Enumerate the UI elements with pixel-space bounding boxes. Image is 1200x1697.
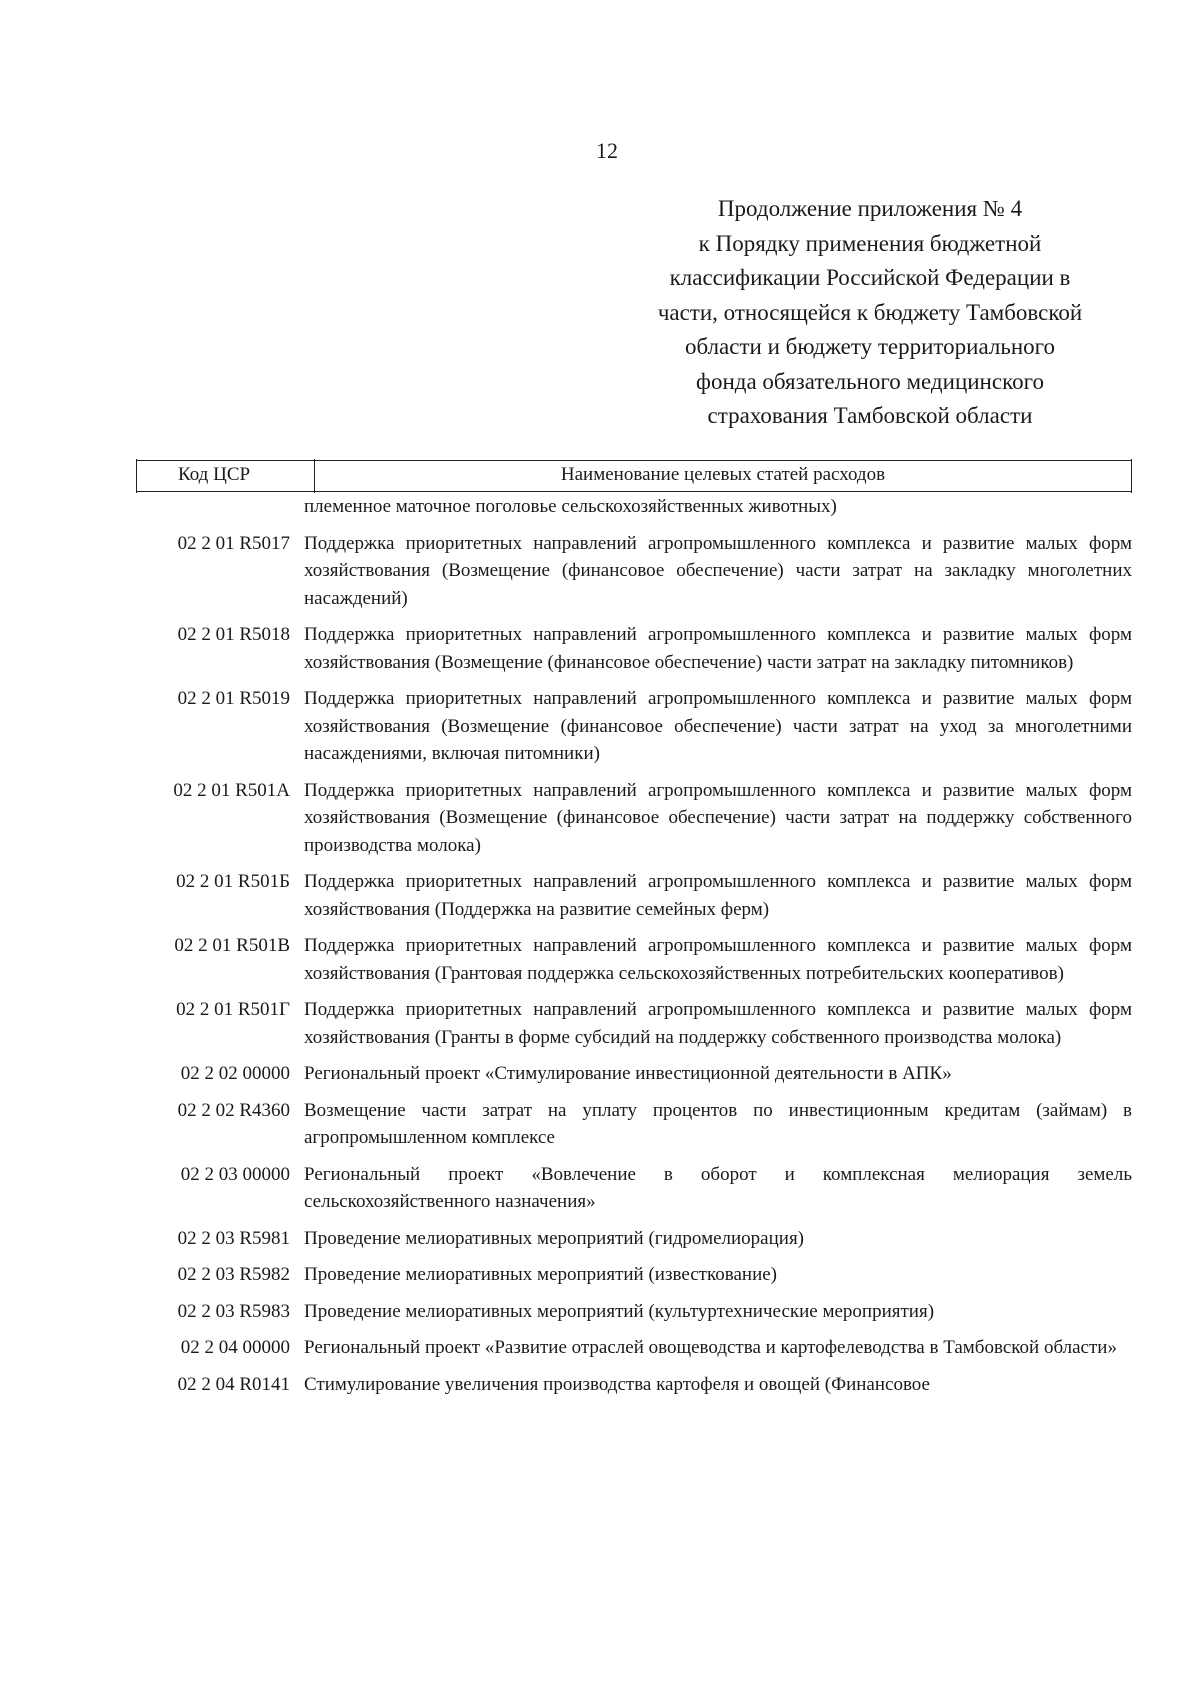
row-name: Поддержка приоритетных направлений агропромышленного комплекса и развитие малых форм хозяйствования (Возмещение (финансовое обеспечение) части затрат на закладку питомников) [304, 624, 1132, 673]
row-name: Региональный проект «Развитие отраслей овощеводства и картофелеводства в Тамбовской области» [304, 1337, 1117, 1358]
row-name: Стимулирование увеличения производства картофеля и овощей (Финансовое [304, 1373, 930, 1395]
row-name: Проведение мелиоративных мероприятий (культуртехнические мероприятия) [304, 1300, 935, 1322]
row-code: 02 2 01 R5019 [177, 688, 290, 709]
heading-line: фонда обязательного медицинского [696, 368, 1044, 394]
row-code: 02 2 02 R4360 [177, 1099, 290, 1121]
table-row [136, 1298, 1132, 1326]
row-code: 02 2 03 00000 [180, 1163, 290, 1185]
column-header-name: Наименование целевых статей расходов [560, 464, 886, 485]
row-code: 02 2 02 00000 [180, 1063, 290, 1084]
row-name: Региональный проект «Стимулирование инвестиционной деятельности в АПК» [304, 1063, 952, 1084]
row-code: 02 2 03 R5982 [177, 1264, 290, 1285]
row-name: Поддержка приоритетных направлений агропромышленного комплекса и развитие малых форм хозяйствования (Возмещение (финансовое обеспечение) части затрат на уход за многолетними насаждениями, включая питомники) [304, 688, 1132, 764]
row-code: 02 2 01 R501Б [176, 871, 290, 892]
table-row [136, 1261, 1132, 1289]
row-name: Поддержка приоритетных направлений агропромышленного комплекса и развитие малых форм хозяйствования (Возмещение (финансовое обеспечение) части затрат на поддержку собственного производства молока) [304, 779, 1132, 856]
page-number: 12 [596, 138, 618, 163]
table-header [136, 460, 1132, 492]
row-name: Поддержка приоритетных направлений агропромышленного комплекса и развитие малых форм хозяйствования (Поддержка на развитие семейных ферм) [304, 871, 1132, 920]
row-code: 02 2 01 R501Г [176, 999, 290, 1020]
table-row [136, 777, 1132, 860]
row-code: 02 2 04 R0141 [177, 1373, 290, 1395]
table-row [136, 868, 1132, 923]
table-row [136, 1161, 1132, 1216]
row-name: Региональный проект «Вовлечение в оборот и комплексная мелиорация земель сельскохозяйственного назначения» [304, 1163, 1132, 1212]
heading-line: классификации Российской Федерации в [669, 265, 1071, 290]
row-code: 02 2 03 R5981 [177, 1227, 290, 1249]
appendix-heading [600, 192, 1140, 434]
row-name: Проведение мелиоративных мероприятий (известкование) [304, 1264, 777, 1285]
heading-line: к Порядку применения бюджетной [698, 230, 1042, 256]
table-row [136, 1334, 1132, 1362]
row-name: Поддержка приоритетных направлений агропромышленного комплекса и развитие малых форм хозяйствования (Грантовая поддержка сельскохозяйственных потребительских кооперативов) [304, 935, 1132, 984]
column-header-code: Код ЦСР [178, 464, 251, 485]
table-row [136, 1060, 1132, 1088]
table-row [136, 996, 1132, 1051]
heading-line: части, относящейся к бюджету Тамбовской [657, 299, 1083, 325]
row-code: 02 2 01 R501А [173, 779, 290, 801]
table-row [136, 685, 1132, 768]
table-row [136, 1225, 1132, 1253]
expense-classification-table [136, 460, 1132, 1398]
heading-line: Продолжение приложения № 4 [717, 196, 1023, 221]
row-code: 02 2 01 R5018 [177, 624, 290, 645]
row-name: племенное маточное поголовье сельскохозяйственных животных) [304, 496, 837, 517]
row-code: 02 2 01 R5017 [177, 532, 290, 554]
row-code: 02 2 03 R5983 [177, 1300, 290, 1322]
row-code: 02 2 01 R501В [174, 935, 290, 956]
heading-line: области и бюджету территориального [684, 334, 1056, 359]
table-row [136, 493, 1132, 521]
table-row [136, 530, 1132, 613]
row-name: Поддержка приоритетных направлений агропромышленного комплекса и развитие малых форм хозяйствования (Возмещение (финансовое обеспечение) части затрат на закладку многолетних насаждений) [304, 532, 1132, 609]
row-name: Поддержка приоритетных направлений агропромышленного комплекса и развитие малых форм хозяйствования (Гранты в форме субсидий на поддержку собственного производства молока) [304, 999, 1132, 1048]
table-row [136, 1097, 1132, 1152]
row-name: Проведение мелиоративных мероприятий (гидромелиорация) [304, 1227, 805, 1249]
table-row [136, 621, 1132, 676]
row-name: Возмещение части затрат на уплату процентов по инвестиционным кредитам (займам) в агропромышленном комплексе [304, 1099, 1132, 1148]
row-code: 02 2 04 00000 [180, 1337, 290, 1358]
table-row [136, 1371, 1132, 1399]
heading-line: страхования Тамбовской области [707, 403, 1033, 428]
table-row [136, 932, 1132, 987]
